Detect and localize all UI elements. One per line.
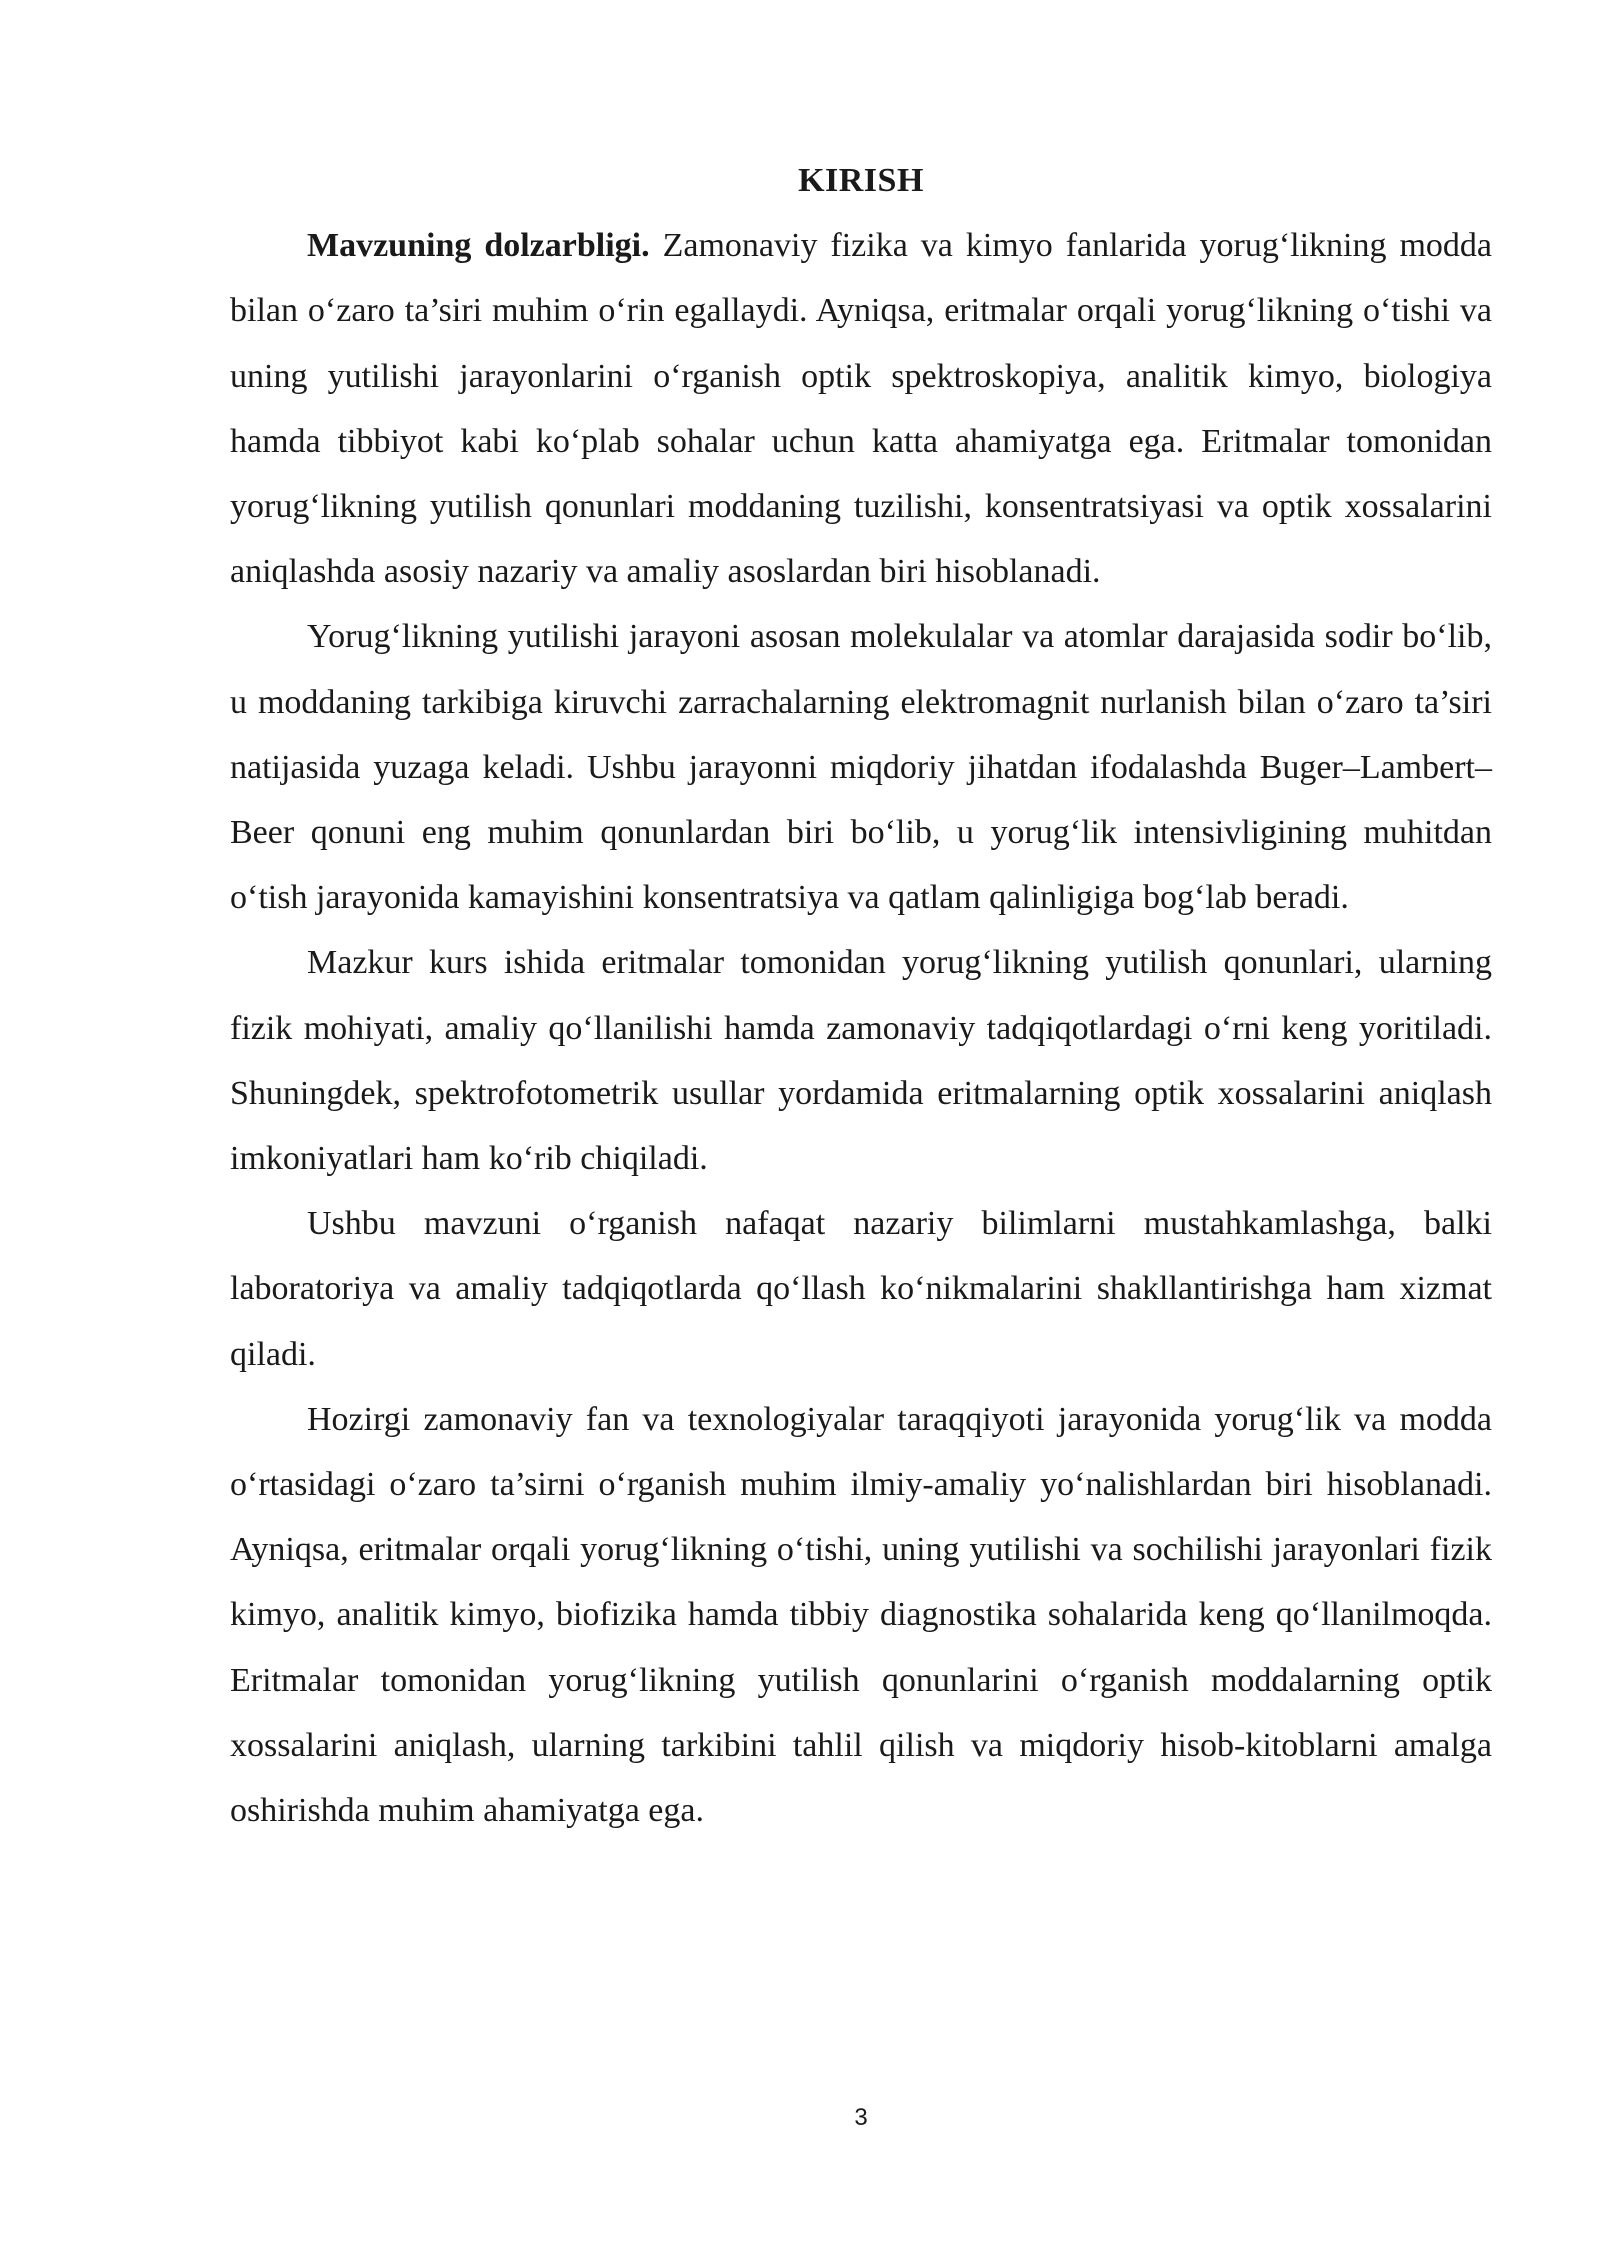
paragraph-course-scope: Mazkur kurs ishida eritmalar tomonidan yorug‘likning yutilish qonunlari, ularning fizik mohiyati, amaliy qo‘llanilishi hamda zamonaviy tadqiqotlardagi o‘rni keng yoritiladi. Shuningdek, spektrofotometrik usullar yordamida eritmalarning optik xossalarini aniqlash imkoniyatlari ham ko‘rib chiqiladi. xyxy=(230,944,1492,1178)
paragraph-lead-heading: Mavzuning dolzarbligi. xyxy=(307,227,650,265)
paragraph-absorption-process: Yorug‘likning yutilishi jarayoni asosan molekulalar va atomlar darajasida sodir bo‘lib, u moddaning tarkibiga kiruvchi zarrachalarning elektromagnit nurlanish bilan o‘zaro ta’siri natijasida yuzaga keladi. Ushbu jarayonni miqdoriy jihatdan ifodalashda Buger–Lambert–Beer qonuni eng muhim qonunlardan biri bo‘lib, u yorug‘lik intensivligining muhitdan o‘tish jarayonida kamayishini konsentratsiya va qatlam qalinligiga bog‘lab beradi. xyxy=(230,618,1492,917)
paragraph-study-purpose: Ushbu mavzuni o‘rganish nafaqat nazariy bilimlarni mustahkamlashga, balki laboratoriya va amaliy tadqiqotlarda qo‘llash ko‘nikmalarini shakllantirishga ham xizmat qiladi. xyxy=(230,1205,1492,1373)
paragraph-relevance xyxy=(230,213,1492,604)
page-number: 3 xyxy=(854,2104,868,2131)
paragraph-modern-science: Hozirgi zamonaviy fan va texnologiyalar taraqqiyoti jarayonida yorug‘lik va modda o‘rtasidagi o‘zaro ta’sirni o‘rganish muhim ilmiy-amaliy yo‘nalishlardan biri hisoblanadi. Ayniqsa, eritmalar orqali yorug‘likning o‘tishi, uning yutilishi va sochilishi jarayonlari fizik kimyo, analitik kimyo, biofizika hamda tibbiy diagnostika sohalarida keng qo‘llanilmoqda. Eritmalar tomonidan yorug‘likning yutilish qonunlarini o‘rganish moddalarning optik xossalarini aniqlash, ularning tarkibini tahlil qilish va miqdoriy hisob-kitoblarni amalga oshirishda muhim ahamiyatga ega. xyxy=(230,1400,1492,1830)
document-body xyxy=(230,148,1492,1843)
section-title: KIRISH xyxy=(798,162,924,199)
paragraph-text: Zamonaviy fizika va kimyo fanlarida yorug‘likning modda bilan o‘zaro ta’siri muhim o‘rin egallaydi. Ayniqsa, eritmalar orqali yorug‘likning o‘tishi va uning yutilishi jarayonlarini o‘rganish optik spektroskopiya, analitik kimyo, biologiya hamda tibbiyot kabi ko‘plab sohalar uchun katta ahamiyatga ega. Eritmalar tomonidan yorug‘likning yutilish qonunlari moddaning tuzilishi, konsentratsiyasi va optik xossalarini aniqlashda asosiy nazariy va amaliy asoslardan biri hisoblanadi. xyxy=(230,227,1492,591)
